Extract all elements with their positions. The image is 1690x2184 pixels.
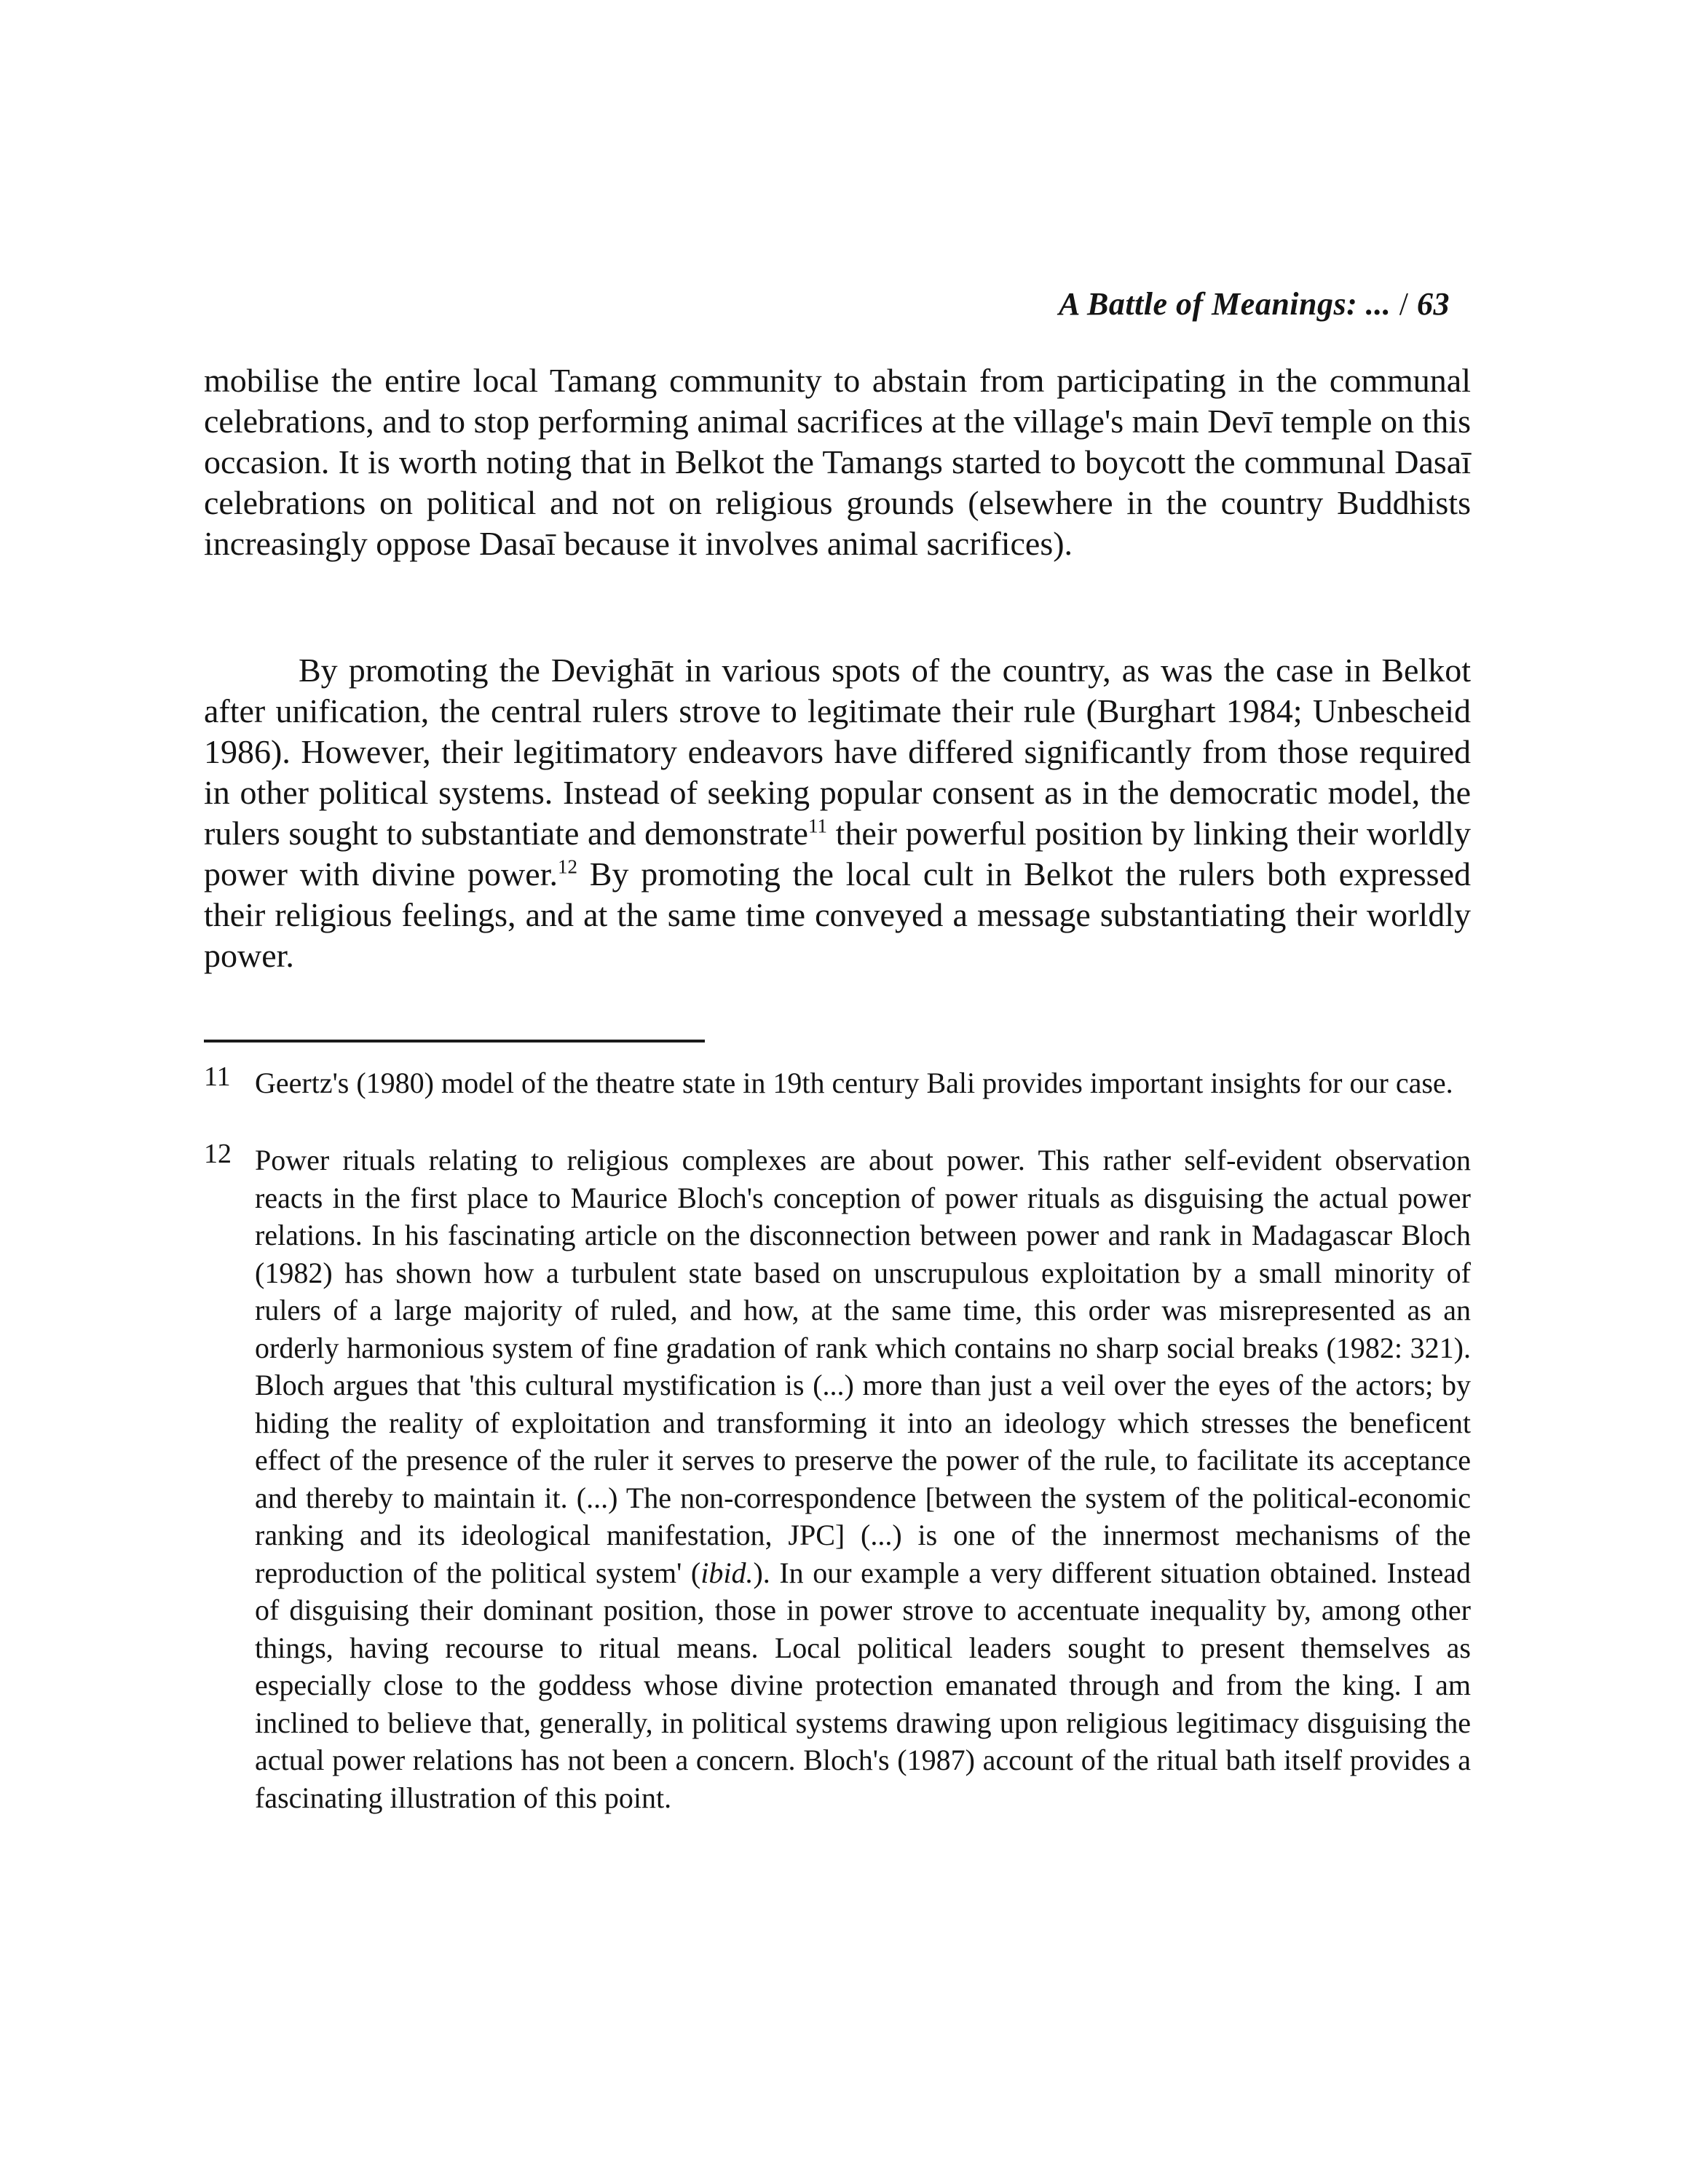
footnote-number: 11 bbox=[204, 1061, 231, 1092]
footnote-divider bbox=[204, 1040, 705, 1042]
paragraph-2-part-b: their powerful position by linking their worldly power with divine power. bbox=[204, 815, 1471, 893]
footnote-ref-12: 12 bbox=[557, 855, 577, 878]
paragraph-1: mobilise the entire local Tamang community to abstain from participating in the communal celebrations, and to stop performing animal sacrifices at the village's main Devī temple on this occasion. It is worth noting that in Belkot the Tamangs started to boycott the communal Dasaī celebrations on political and not on religious grounds (elsewhere in the country Buddhists increasingly oppose Dasaī because it involves animal sacrifices). bbox=[204, 362, 1471, 562]
paragraph-2 bbox=[204, 650, 1471, 976]
footnote-number: 12 bbox=[204, 1139, 232, 1169]
footnote-text: Geertz's (1980) model of the theatre state in 19th century Bali provides important insights for our case. bbox=[255, 1067, 1453, 1099]
footnote-11 bbox=[204, 1061, 1471, 1102]
page-number: 63 bbox=[1417, 286, 1450, 322]
footnote-12-ibid: ibid. bbox=[700, 1556, 754, 1589]
footnote-12-text-a: Power rituals relating to religious complexes are about power. This rather self-evident observation reacts in the first place to Maurice Bloch's conception of power rituals as disguising the actual power relations. In his fascinating article on the disconnection between power and rank in Madagascar Bloch (1982) has shown how a turbulent state based on unscrupulous exploitation by a small minority of rulers of a large majority of ruled, and how, at the same time, this order was misrepresented as an orderly harmonious system of fine gradation of rank which contains no sharp social breaks (1982: 321). Bloch argues that 'this cultural mystification is (...) more than just a veil over the eyes of the actors; by hiding the reality of exploitation and transforming it into an ideology which stresses the beneficent effect of the presence of the ruler it serves to preserve the power of the rule, to facilitate its acceptance and thereby to maintain it. (...) The non-correspondence [between the system of the political-economic ranking and its ideological manifestation, JPC] (...) is one of the innermost mechanisms of the reproduction of the political system' ( bbox=[255, 1144, 1471, 1589]
running-head bbox=[1059, 285, 1450, 323]
paragraph-2-part-a: By promoting the Devighāt in various spots of the country, as was the case in Belkot after unification, the central rulers strove to legitimate their rule (Burghart 1984; Unbescheid 1986). However, their legitimatory endeavors have differed significantly from those required in other political systems. Instead of seeking popular consent as in the democratic model, the rulers sought to substantiate and demonstrate bbox=[204, 652, 1471, 852]
running-head-title: A Battle of Meanings: ... bbox=[1059, 286, 1391, 322]
paragraph-2-part-c: By promoting the local cult in Belkot the rulers both expressed their religious feelings, and at the same time conveyed a message substantiating their worldly power. bbox=[204, 855, 1472, 974]
running-head-separator: / bbox=[1399, 286, 1409, 322]
footnote-text bbox=[255, 1142, 1471, 1816]
footnote-ref-11: 11 bbox=[808, 815, 827, 837]
footnote-12-text-b: ). In our example a very different situation obtained. Instead of disguising their dominant position, those in power strove to accentuate inequality by, among other things, having recourse to ritual means. Local political leaders sought to present themselves as especially close to the goddess whose divine protection emanated through and from the king. I am inclined to believe that, generally, in political systems drawing upon religious legitimacy disguising the actual power relations has not been a concern. Bloch's (1987) account of the ritual bath itself provides a fascinating illustration of this point. bbox=[255, 1556, 1472, 1814]
footnote-12 bbox=[204, 1139, 1472, 1816]
